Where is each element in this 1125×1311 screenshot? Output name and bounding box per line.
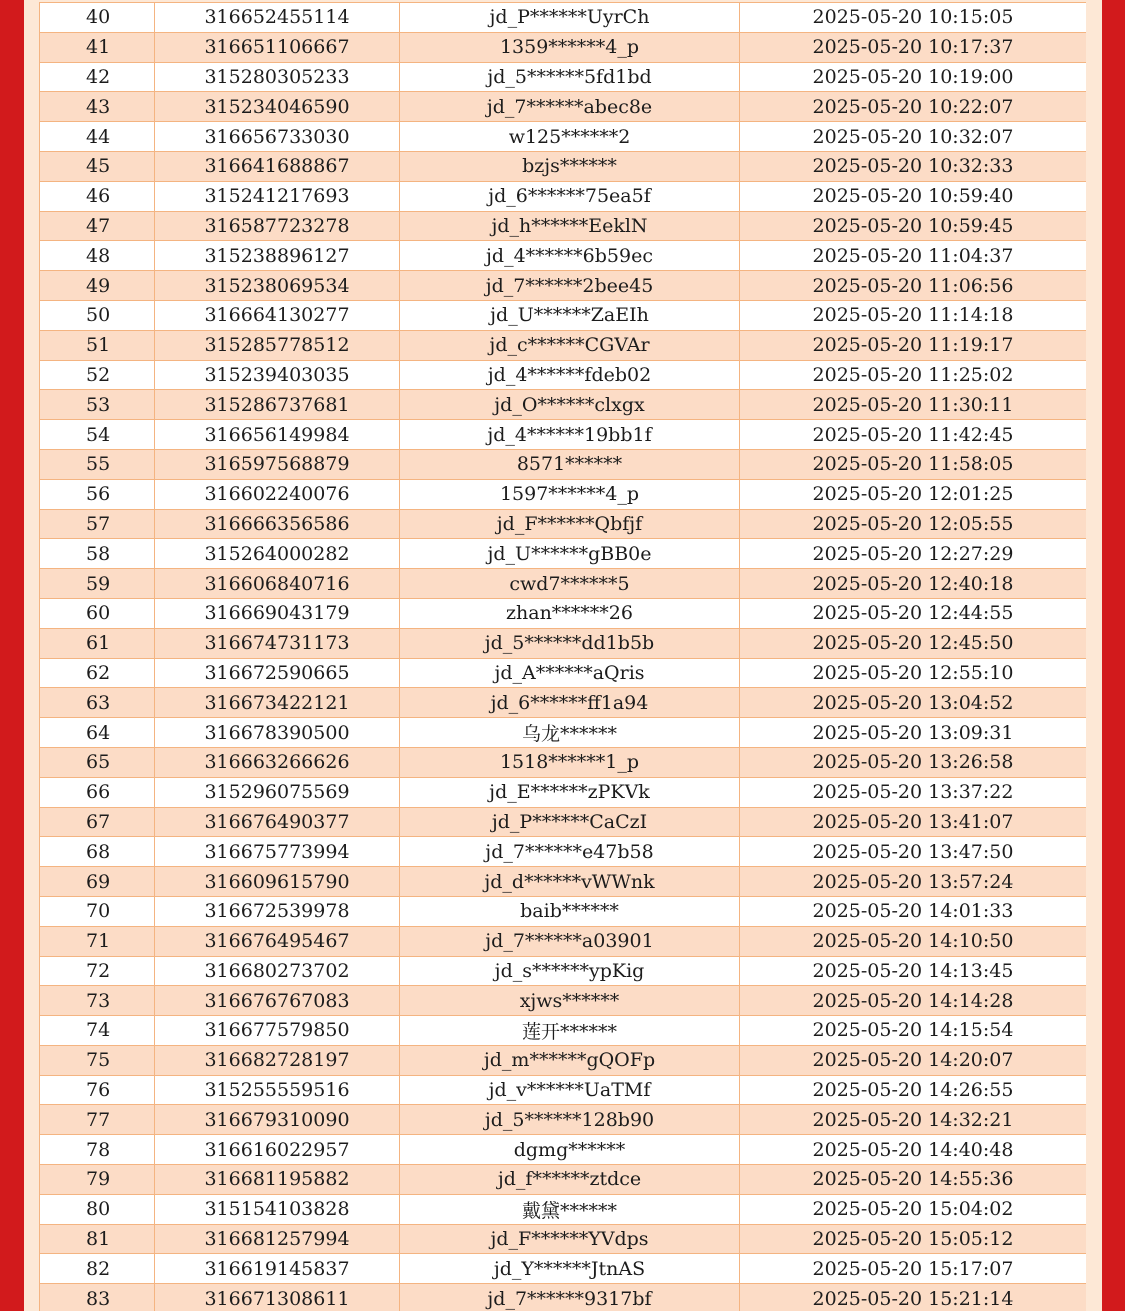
- row-index-cell: 56: [40, 479, 155, 509]
- user-name-cell: jd_Y******JtnAS: [400, 1254, 740, 1284]
- row-index-cell: 52: [40, 360, 155, 390]
- user-name-cell: xjws******: [400, 986, 740, 1016]
- user-name-cell: 莲开******: [400, 1016, 740, 1046]
- timestamp-cell: 2025-05-20 15:04:02: [740, 1194, 1087, 1224]
- order-id-cell: 316681195882: [155, 1165, 400, 1195]
- row-index-cell: 73: [40, 986, 155, 1016]
- table-row: [40, 777, 1087, 807]
- timestamp-cell: 2025-05-20 12:05:55: [740, 509, 1087, 539]
- user-name-cell: jd_5******5fd1bd: [400, 62, 740, 92]
- table-row: [40, 896, 1087, 926]
- order-id-cell: 316673422121: [155, 688, 400, 718]
- timestamp-cell: 2025-05-20 14:15:54: [740, 1016, 1087, 1046]
- row-index-cell: 72: [40, 956, 155, 986]
- timestamp-cell: 2025-05-20 14:14:28: [740, 986, 1087, 1016]
- table-row: [40, 92, 1087, 122]
- table-row: [40, 688, 1087, 718]
- user-name-cell: 乌龙******: [400, 718, 740, 748]
- user-name-cell: jd_v******UaTMf: [400, 1075, 740, 1105]
- row-index-cell: 77: [40, 1105, 155, 1135]
- order-id-cell: 315286737681: [155, 390, 400, 420]
- table-row: [40, 598, 1087, 628]
- row-index-cell: 49: [40, 271, 155, 301]
- user-name-cell: jd_E******zPKVk: [400, 777, 740, 807]
- timestamp-cell: 2025-05-20 14:40:48: [740, 1135, 1087, 1165]
- user-name-cell: jd_U******gBB0e: [400, 539, 740, 569]
- table-row: [40, 271, 1087, 301]
- user-name-cell: cwd7******5: [400, 569, 740, 599]
- row-index-cell: 79: [40, 1165, 155, 1195]
- table-row: [40, 211, 1087, 241]
- order-id-cell: 316678390500: [155, 718, 400, 748]
- table-row: [40, 837, 1087, 867]
- timestamp-cell: 2025-05-20 14:13:45: [740, 956, 1087, 986]
- row-index-cell: 41: [40, 32, 155, 62]
- row-index-cell: 55: [40, 449, 155, 479]
- table-row: [40, 569, 1087, 599]
- timestamp-cell: 2025-05-20 12:55:10: [740, 658, 1087, 688]
- user-name-cell: baib******: [400, 896, 740, 926]
- order-id-cell: 316641688867: [155, 151, 400, 181]
- row-index-cell: 75: [40, 1045, 155, 1075]
- timestamp-cell: 2025-05-20 12:44:55: [740, 598, 1087, 628]
- timestamp-cell: 2025-05-20 14:10:50: [740, 926, 1087, 956]
- timestamp-cell: 2025-05-20 13:41:07: [740, 807, 1087, 837]
- table-row: [40, 1165, 1087, 1195]
- row-index-cell: 71: [40, 926, 155, 956]
- timestamp-cell: 2025-05-20 10:59:45: [740, 211, 1087, 241]
- user-name-cell: jd_F******YVdps: [400, 1224, 740, 1254]
- table-row: [40, 300, 1087, 330]
- row-index-cell: 40: [40, 3, 155, 33]
- row-index-cell: 83: [40, 1284, 155, 1311]
- order-id-cell: 316679310090: [155, 1105, 400, 1135]
- order-id-cell: 316587723278: [155, 211, 400, 241]
- order-id-cell: 316663266626: [155, 747, 400, 777]
- user-name-cell: jd_f******ztdce: [400, 1165, 740, 1195]
- timestamp-cell: 2025-05-20 13:57:24: [740, 867, 1087, 897]
- table-row: [40, 32, 1087, 62]
- user-name-cell: bzjs******: [400, 151, 740, 181]
- table-row: [40, 360, 1087, 390]
- user-name-cell: w125******2: [400, 122, 740, 152]
- user-name-cell: jd_s******ypKig: [400, 956, 740, 986]
- user-name-cell: jd_m******gQOFp: [400, 1045, 740, 1075]
- table-row: [40, 628, 1087, 658]
- row-index-cell: 45: [40, 151, 155, 181]
- row-index-cell: 50: [40, 300, 155, 330]
- timestamp-cell: 2025-05-20 10:32:33: [740, 151, 1087, 181]
- timestamp-cell: 2025-05-20 11:14:18: [740, 300, 1087, 330]
- timestamp-cell: 2025-05-20 10:17:37: [740, 32, 1087, 62]
- user-name-cell: jd_7******2bee45: [400, 271, 740, 301]
- table-row: [40, 241, 1087, 271]
- user-name-cell: jd_O******clxgx: [400, 390, 740, 420]
- order-id-cell: 316669043179: [155, 598, 400, 628]
- order-id-cell: 316672590665: [155, 658, 400, 688]
- user-name-cell: 1597******4_p: [400, 479, 740, 509]
- order-id-cell: 315285778512: [155, 330, 400, 360]
- order-id-cell: 315241217693: [155, 181, 400, 211]
- timestamp-cell: 2025-05-20 14:32:21: [740, 1105, 1087, 1135]
- timestamp-cell: 2025-05-20 13:09:31: [740, 718, 1087, 748]
- row-index-cell: 59: [40, 569, 155, 599]
- order-id-cell: 316606840716: [155, 569, 400, 599]
- row-index-cell: 62: [40, 658, 155, 688]
- timestamp-cell: 2025-05-20 11:58:05: [740, 449, 1087, 479]
- order-id-cell: 316656149984: [155, 420, 400, 450]
- timestamp-cell: 2025-05-20 15:05:12: [740, 1224, 1087, 1254]
- table-row: [40, 449, 1087, 479]
- table-row: [40, 867, 1087, 897]
- order-id-cell: 316682728197: [155, 1045, 400, 1075]
- row-index-cell: 60: [40, 598, 155, 628]
- row-index-cell: 53: [40, 390, 155, 420]
- table-row: [40, 986, 1087, 1016]
- order-id-cell: 316597568879: [155, 449, 400, 479]
- table-row: [40, 1135, 1087, 1165]
- row-index-cell: 57: [40, 509, 155, 539]
- order-id-cell: 315238896127: [155, 241, 400, 271]
- timestamp-cell: 2025-05-20 14:26:55: [740, 1075, 1087, 1105]
- table-row: [40, 1254, 1087, 1284]
- order-id-cell: 316671308611: [155, 1284, 400, 1311]
- table-row: [40, 3, 1087, 33]
- timestamp-cell: 2025-05-20 14:55:36: [740, 1165, 1087, 1195]
- row-index-cell: 65: [40, 747, 155, 777]
- row-index-cell: 63: [40, 688, 155, 718]
- table-row: [40, 479, 1087, 509]
- user-name-cell: jd_6******ff1a94: [400, 688, 740, 718]
- timestamp-cell: 2025-05-20 10:59:40: [740, 181, 1087, 211]
- records-table-container: [39, 0, 1086, 1311]
- order-id-cell: 316675773994: [155, 837, 400, 867]
- table-row: [40, 956, 1087, 986]
- order-id-cell: 315239403035: [155, 360, 400, 390]
- order-id-cell: 316676495467: [155, 926, 400, 956]
- user-name-cell: 8571******: [400, 449, 740, 479]
- user-name-cell: jd_4******fdeb02: [400, 360, 740, 390]
- order-id-cell: 316602240076: [155, 479, 400, 509]
- user-name-cell: jd_d******vWWnk: [400, 867, 740, 897]
- timestamp-cell: 2025-05-20 13:04:52: [740, 688, 1087, 718]
- row-index-cell: 76: [40, 1075, 155, 1105]
- table-row: [40, 509, 1087, 539]
- user-name-cell: jd_A******aQris: [400, 658, 740, 688]
- user-name-cell: jd_5******128b90: [400, 1105, 740, 1135]
- table-row: [40, 539, 1087, 569]
- user-name-cell: jd_4******6b59ec: [400, 241, 740, 271]
- table-row: [40, 151, 1087, 181]
- timestamp-cell: 2025-05-20 11:30:11: [740, 390, 1087, 420]
- table-row: [40, 330, 1087, 360]
- row-index-cell: 61: [40, 628, 155, 658]
- row-index-cell: 68: [40, 837, 155, 867]
- user-name-cell: jd_P******UyrCh: [400, 3, 740, 33]
- user-name-cell: jd_7******e47b58: [400, 837, 740, 867]
- row-index-cell: 54: [40, 420, 155, 450]
- user-name-cell: jd_7******9317bf: [400, 1284, 740, 1311]
- table-row: [40, 122, 1087, 152]
- user-name-cell: jd_U******ZaEIh: [400, 300, 740, 330]
- row-index-cell: 66: [40, 777, 155, 807]
- user-name-cell: jd_7******abec8e: [400, 92, 740, 122]
- timestamp-cell: 2025-05-20 11:04:37: [740, 241, 1087, 271]
- row-index-cell: 44: [40, 122, 155, 152]
- timestamp-cell: 2025-05-20 11:19:17: [740, 330, 1087, 360]
- order-id-cell: 316616022957: [155, 1135, 400, 1165]
- table-row: [40, 1224, 1087, 1254]
- order-id-cell: 316672539978: [155, 896, 400, 926]
- timestamp-cell: 2025-05-20 12:01:25: [740, 479, 1087, 509]
- timestamp-cell: 2025-05-20 14:20:07: [740, 1045, 1087, 1075]
- records-table-body: [40, 3, 1087, 1311]
- table-row: [40, 1284, 1087, 1311]
- table-row: [40, 1105, 1087, 1135]
- order-id-cell: 316651106667: [155, 32, 400, 62]
- row-index-cell: 74: [40, 1016, 155, 1046]
- user-name-cell: jd_h******EeklN: [400, 211, 740, 241]
- order-id-cell: 315234046590: [155, 92, 400, 122]
- user-name-cell: 1518******1_p: [400, 747, 740, 777]
- timestamp-cell: 2025-05-20 13:37:22: [740, 777, 1087, 807]
- timestamp-cell: 2025-05-20 10:19:00: [740, 62, 1087, 92]
- order-id-cell: 315238069534: [155, 271, 400, 301]
- row-index-cell: 82: [40, 1254, 155, 1284]
- records-table: [39, 2, 1086, 1311]
- table-row: [40, 181, 1087, 211]
- timestamp-cell: 2025-05-20 15:17:07: [740, 1254, 1087, 1284]
- table-row: [40, 390, 1087, 420]
- order-id-cell: 315255559516: [155, 1075, 400, 1105]
- table-row: [40, 718, 1087, 748]
- row-index-cell: 51: [40, 330, 155, 360]
- row-index-cell: 80: [40, 1194, 155, 1224]
- table-row: [40, 747, 1087, 777]
- timestamp-cell: 2025-05-20 15:21:14: [740, 1284, 1087, 1311]
- order-id-cell: 316681257994: [155, 1224, 400, 1254]
- row-index-cell: 69: [40, 867, 155, 897]
- timestamp-cell: 2025-05-20 12:45:50: [740, 628, 1087, 658]
- table-row: [40, 1075, 1087, 1105]
- user-name-cell: jd_F******Qbfjf: [400, 509, 740, 539]
- user-name-cell: dgmg******: [400, 1135, 740, 1165]
- timestamp-cell: 2025-05-20 12:27:29: [740, 539, 1087, 569]
- table-row: [40, 658, 1087, 688]
- row-index-cell: 70: [40, 896, 155, 926]
- user-name-cell: jd_P******CaCzI: [400, 807, 740, 837]
- timestamp-cell: 2025-05-20 10:15:05: [740, 3, 1087, 33]
- row-index-cell: 42: [40, 62, 155, 92]
- row-index-cell: 47: [40, 211, 155, 241]
- order-id-cell: 315280305233: [155, 62, 400, 92]
- row-index-cell: 64: [40, 718, 155, 748]
- timestamp-cell: 2025-05-20 11:25:02: [740, 360, 1087, 390]
- row-index-cell: 46: [40, 181, 155, 211]
- table-row: [40, 62, 1087, 92]
- order-id-cell: 316680273702: [155, 956, 400, 986]
- timestamp-cell: 2025-05-20 10:32:07: [740, 122, 1087, 152]
- timestamp-cell: 2025-05-20 12:40:18: [740, 569, 1087, 599]
- order-id-cell: 316677579850: [155, 1016, 400, 1046]
- user-name-cell: jd_4******19bb1f: [400, 420, 740, 450]
- user-name-cell: zhan******26: [400, 598, 740, 628]
- order-id-cell: 315154103828: [155, 1194, 400, 1224]
- timestamp-cell: 2025-05-20 11:06:56: [740, 271, 1087, 301]
- order-id-cell: 316676767083: [155, 986, 400, 1016]
- row-index-cell: 48: [40, 241, 155, 271]
- order-id-cell: 315296075569: [155, 777, 400, 807]
- table-row: [40, 1016, 1087, 1046]
- order-id-cell: 316676490377: [155, 807, 400, 837]
- order-id-cell: 315264000282: [155, 539, 400, 569]
- timestamp-cell: 2025-05-20 11:42:45: [740, 420, 1087, 450]
- timestamp-cell: 2025-05-20 10:22:07: [740, 92, 1087, 122]
- table-row: [40, 420, 1087, 450]
- order-id-cell: 316619145837: [155, 1254, 400, 1284]
- user-name-cell: jd_5******dd1b5b: [400, 628, 740, 658]
- table-row: [40, 807, 1087, 837]
- timestamp-cell: 2025-05-20 13:26:58: [740, 747, 1087, 777]
- order-id-cell: 316666356586: [155, 509, 400, 539]
- timestamp-cell: 2025-05-20 14:01:33: [740, 896, 1087, 926]
- row-index-cell: 67: [40, 807, 155, 837]
- table-row: [40, 1045, 1087, 1075]
- order-id-cell: 316674731173: [155, 628, 400, 658]
- order-id-cell: 316656733030: [155, 122, 400, 152]
- row-index-cell: 43: [40, 92, 155, 122]
- order-id-cell: 316609615790: [155, 867, 400, 897]
- timestamp-cell: 2025-05-20 13:47:50: [740, 837, 1087, 867]
- table-row: [40, 1194, 1087, 1224]
- order-id-cell: 316652455114: [155, 3, 400, 33]
- user-name-cell: jd_c******CGVAr: [400, 330, 740, 360]
- user-name-cell: 1359******4_p: [400, 32, 740, 62]
- row-index-cell: 58: [40, 539, 155, 569]
- table-row: [40, 926, 1087, 956]
- user-name-cell: 戴黛******: [400, 1194, 740, 1224]
- row-index-cell: 81: [40, 1224, 155, 1254]
- user-name-cell: jd_6******75ea5f: [400, 181, 740, 211]
- row-index-cell: 78: [40, 1135, 155, 1165]
- user-name-cell: jd_7******a03901: [400, 926, 740, 956]
- order-id-cell: 316664130277: [155, 300, 400, 330]
